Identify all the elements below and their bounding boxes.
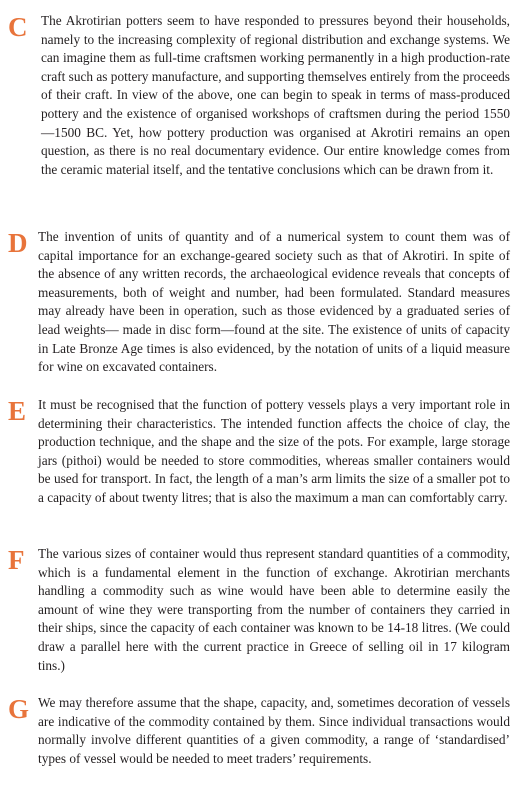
paragraph-text: It must be recognised that the function of pottery vessels plays a very important role in determining their characteristics. The intended function affects the choice of clay, the production technique, and the shape and the size of the pots. For example, large storage jars (pithoi) would be needed to store commodities, whereas smaller containers would be used for transport. In fact, the length of a man’s arm limits the size of a smaller pot to a capacity of about twenty litres; that is also the maximum a man can comfortably carry. (38, 397, 510, 505)
paragraph-letter: F (8, 545, 25, 575)
paragraph-letter: C (8, 12, 28, 42)
paragraph-text: The various sizes of container would thus represent standard quantities of a commodity, which is a fundamental element in the function of exchange. Akrotirian merchants handling a commodity such as wine would have been able to determine easily the amount of wine they were transporting from the number of containers they carried in their ships, since the capacity of each container was known to be 14-18 litres. (We could draw a parallel here with the current practice in Greece of selling oil in 17 kilogram tins.) (38, 546, 510, 673)
paragraph-letter: G (8, 694, 30, 724)
paragraph-letter: D (8, 228, 28, 258)
paragraph-g (8, 694, 510, 768)
paragraph-letter: E (8, 396, 27, 426)
paragraph-e (8, 396, 510, 508)
paragraph-text: The Akrotirian potters seem to have responded to pressures beyond their households, namely to the increasing complexity of regional distribution and exchange systems. We can imagine them as full‐time craftsmen working permanently in a high production-rate craft such as pottery manufacture, and supporting themselves entirely from the proceeds of their craft. In view of the above, one can begin to speak in terms of mass-produced pottery and the existence of organised workshops of craftsmen during the period 1550—1500 BC. Yet, how pottery production was organised at Akrotiri remains an open question, as there is no real documentary evidence. Our entire knowledge comes from the ceramic material itself, and the tentative conclusions which can be drawn from it. (41, 13, 510, 177)
paragraph-c (8, 12, 510, 179)
paragraph-text: The invention of units of quantity and of a numerical system to count them was of capital importance for an exchange-geared society such as that of Akrotiri. In spite of the absence of any written records, the archaeological evidence reveals that concepts of measurements, both of weight and number, had been formulated. Standard measures may already have been in operation, such as those evidenced by a graduated series of lead weights— made in disc form—found at the site. The existence of units of capacity in Late Bronze Age times is also evidenced, by the notation of units of a liquid measure for wine on excavated containers. (38, 229, 510, 375)
paragraph-text: We may therefore assume that the shape, capacity, and, sometimes decoration of vessels are indicative of the commodity contained by them. Since individual transactions would normally involve different quantities of a given commodity, a range of ‘standardised’ types of vessel would be needed to meet traders’ requirements. (38, 695, 510, 766)
paragraph-f (8, 545, 510, 675)
paragraph-d (8, 228, 510, 377)
